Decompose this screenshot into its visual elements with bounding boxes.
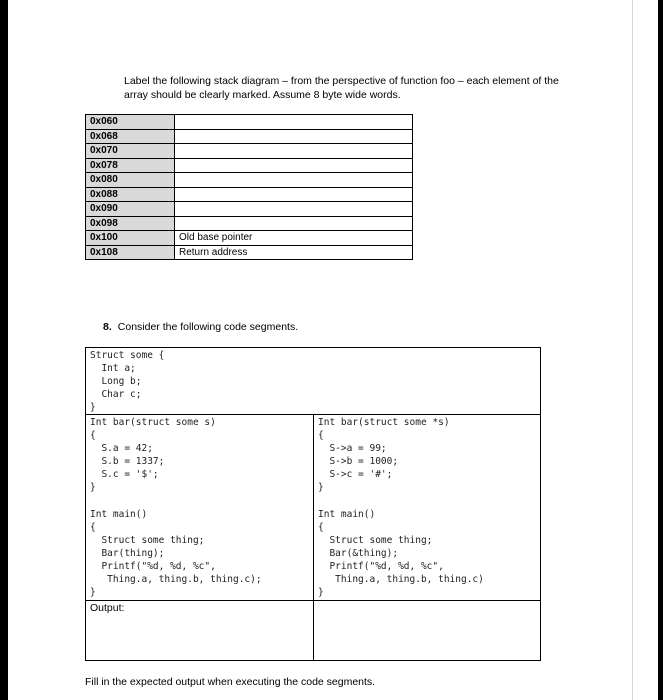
stack-row <box>86 202 413 217</box>
stack-row <box>86 187 413 202</box>
question-8 <box>103 321 298 333</box>
page-edge <box>632 0 633 700</box>
struct-definition-code: Struct some { Int a; Long b; Char c; } <box>90 350 165 413</box>
divider-columns <box>313 414 314 600</box>
stack-content: Old base pointer <box>175 231 413 246</box>
stack-address: 0x068 <box>86 129 175 144</box>
left-frame-border <box>0 0 8 700</box>
stack-row <box>86 144 413 159</box>
code-segments-box <box>85 347 541 661</box>
stack-row <box>86 158 413 173</box>
instruction-text: Label the following stack diagram – from the perspective of function foo – each element of the array should be clearly marked. Assume 8 byte wide words. <box>124 75 559 101</box>
stack-address: 0x080 <box>86 173 175 188</box>
stack-content <box>175 115 413 130</box>
stack-row <box>86 115 413 130</box>
stack-address: 0x070 <box>86 144 175 159</box>
main-by-pointer-code: Int main() { Struct some thing; Bar(&thing); Printf("%d, %d, %c", Thing.a, thing.b, thing.c) } <box>318 509 484 598</box>
stack-content <box>175 187 413 202</box>
stack-address: 0x100 <box>86 231 175 246</box>
stack-address: 0x108 <box>86 245 175 260</box>
stack-row <box>86 245 413 260</box>
stack-content <box>175 129 413 144</box>
stack-row <box>86 173 413 188</box>
question-number: 8. <box>103 321 112 333</box>
bar-by-pointer-code: Int bar(struct some *s) { S->a = 99; S->b = 1000; S->c = '#'; } <box>318 417 450 493</box>
footer-instruction: Fill in the expected output when executing the code segments. <box>85 676 376 688</box>
stack-address: 0x060 <box>86 115 175 130</box>
stack-row <box>86 129 413 144</box>
stack-row <box>86 231 413 246</box>
main-by-value-code: Int main() { Struct some thing; Bar(thing); Printf("%d, %d, %c", Thing.a, thing.b, thing.c); } <box>90 509 262 598</box>
stack-content <box>175 202 413 217</box>
stack-diagram-table <box>85 114 413 260</box>
bar-by-value-code: Int bar(struct some s) { S.a = 42; S.b = 1337; S.c = '$'; } <box>90 417 216 493</box>
output-label: Output: <box>90 602 125 614</box>
question-text: Consider the following code segments. <box>117 321 299 333</box>
right-frame-border <box>658 0 663 700</box>
stack-content: Return address <box>175 245 413 260</box>
stack-content <box>175 144 413 159</box>
stack-address: 0x090 <box>86 202 175 217</box>
stack-content <box>175 216 413 231</box>
stack-content <box>175 158 413 173</box>
stack-content <box>175 173 413 188</box>
stack-address: 0x088 <box>86 187 175 202</box>
stack-address: 0x098 <box>86 216 175 231</box>
stack-address: 0x078 <box>86 158 175 173</box>
stack-row <box>86 216 413 231</box>
divider-output-columns <box>313 600 314 661</box>
